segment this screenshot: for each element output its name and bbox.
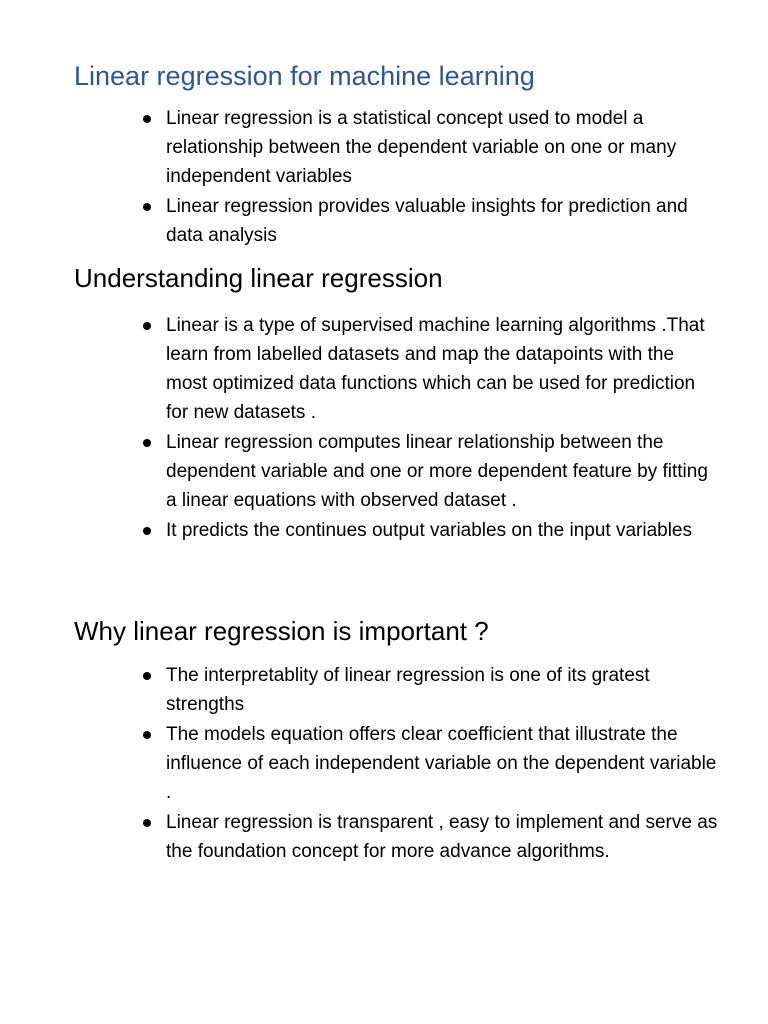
list-item: [140, 808, 720, 866]
bullet-icon: [143, 322, 151, 330]
bullet-text: Linear is a type of supervised machine learning algorithms .That learn from labelled datasets and map the datapoints with the most optimized data functions which can be used for prediction for new datasets .: [166, 315, 705, 423]
list-item: [140, 516, 720, 545]
bullet-icon: [143, 527, 151, 535]
section-heading-importance: Why linear regression is important ?: [74, 616, 489, 646]
bullet-icon: [143, 672, 151, 680]
list-item: [140, 661, 720, 719]
bullet-text: Linear regression is transparent , easy to implement and serve as the foundation concept for more advance algorithms.: [166, 812, 718, 862]
importance-bullet-list: [140, 661, 720, 867]
bullet-icon: [143, 731, 151, 739]
section-heading-understanding: Understanding linear regression: [74, 263, 443, 293]
list-item: [140, 104, 720, 191]
bullet-text: Linear regression provides valuable insights for prediction and data analysis: [166, 196, 688, 246]
bullet-text: It predicts the continues output variables on the input variables: [166, 520, 692, 541]
document-title: Linear regression for machine learning: [74, 61, 535, 91]
list-item: [140, 311, 720, 427]
list-item: [140, 192, 720, 250]
bullet-text: Linear regression computes linear relationship between the dependent variable and one or more dependent feature by fitting a linear equations with observed dataset .: [166, 432, 708, 511]
understanding-bullet-list: [140, 311, 720, 546]
list-item: [140, 720, 720, 807]
bullet-text: Linear regression is a statistical concept used to model a relationship between the dependent variable on one or many independent variables: [166, 108, 677, 187]
bullet-text: The interpretablity of linear regression is one of its gratest strengths: [166, 665, 650, 715]
bullet-icon: [143, 115, 151, 123]
bullet-icon: [143, 819, 151, 827]
bullet-icon: [143, 439, 151, 447]
list-item: [140, 428, 720, 515]
bullet-icon: [143, 203, 151, 211]
intro-bullet-list: [140, 104, 720, 251]
bullet-text: The models equation offers clear coefficient that illustrate the influence of each independent variable on the dependent variable .: [166, 724, 717, 803]
